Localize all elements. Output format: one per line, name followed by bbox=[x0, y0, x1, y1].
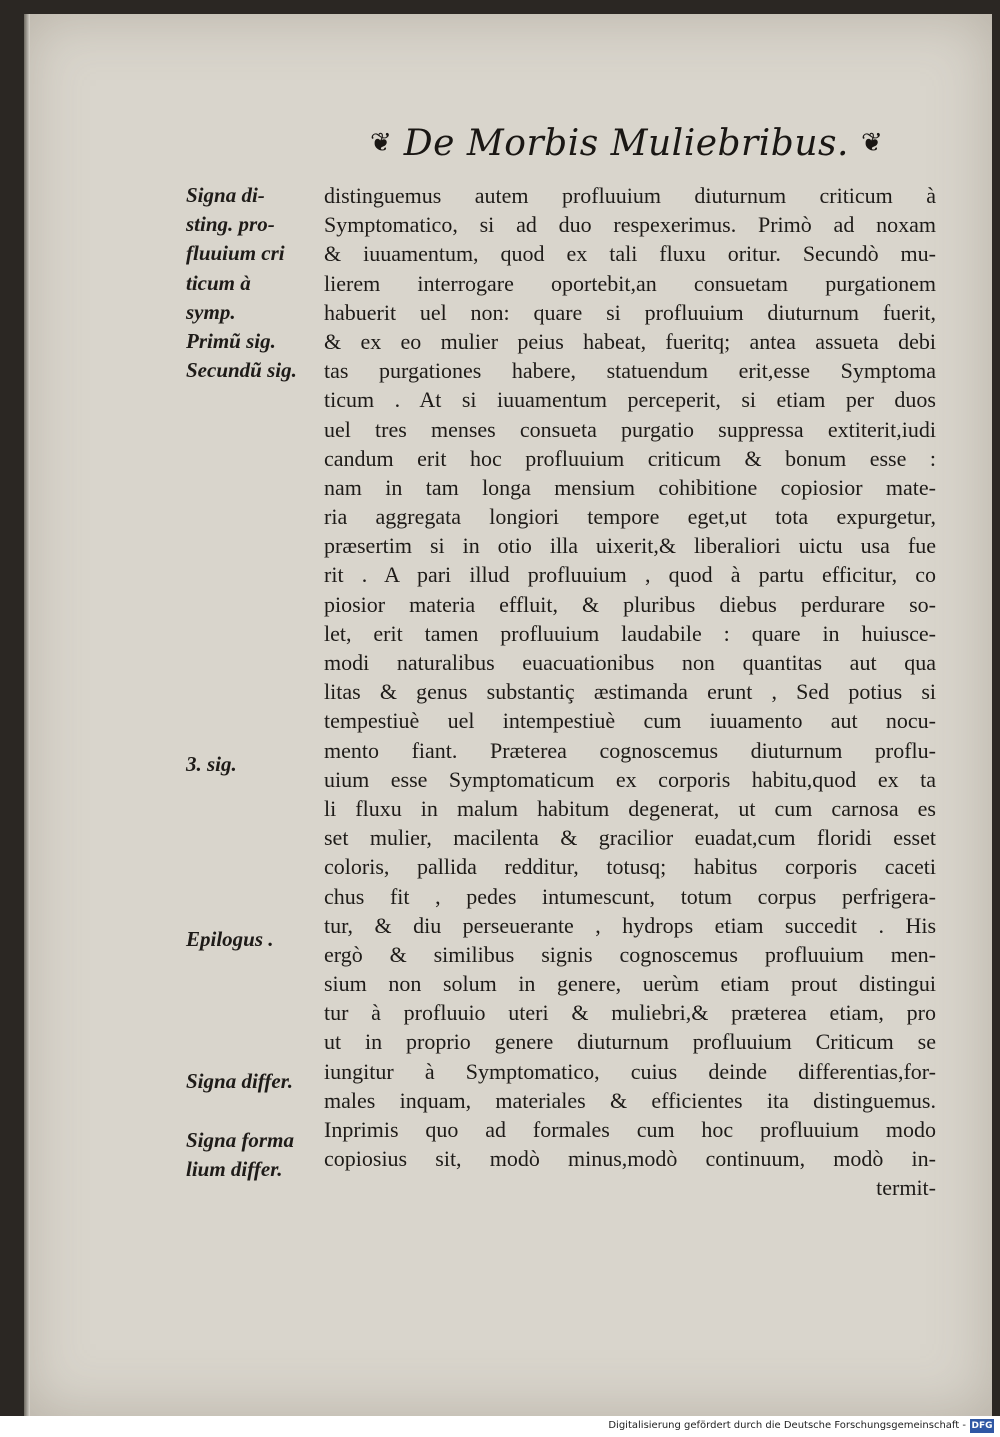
margin-note-secundum-sig: Secundũ sig. bbox=[186, 358, 297, 382]
text-line: sium non solum in genere, uerùm etiam prout distingui bbox=[324, 971, 936, 997]
margin-note-signa-differ: Signa differ. bbox=[186, 1069, 293, 1093]
margin-note-signa-disting: Signa di- sting. pro- fluuium cri ticum à symp. bbox=[186, 183, 285, 324]
text-line: litas & genus substantiç æstimanda erunt , Sed potius si bbox=[324, 679, 936, 705]
text-line: tur à profluuio uteri & muliebri,& præterea etiam, pro bbox=[324, 1000, 936, 1026]
ornament-left-icon: ❦ bbox=[370, 128, 392, 158]
text-line: habuerit uel non: quare si profluuium diuturnum fuerit, bbox=[324, 299, 936, 325]
text-line: ticum . At si iuuamentum perceperit, si etiam per duos bbox=[324, 387, 936, 413]
margin-note-tertium-sig: 3. sig. bbox=[186, 752, 237, 776]
page-gutter-shadow bbox=[24, 14, 30, 1416]
text-line: iungitur à Symptomatico, cuius deinde differentias,for- bbox=[324, 1058, 936, 1084]
text-line: modi naturalibus euacuationibus non quantitas aut qua bbox=[324, 650, 936, 675]
ornament-right-icon: ❦ bbox=[860, 128, 883, 158]
text-line: li fluxu in malum habitum degenerat, ut cum carnosa es bbox=[324, 795, 936, 821]
text-line: & ex eo mulier peius habeat, fueritq; antea assueta debi bbox=[324, 328, 936, 354]
text-line: mento fiant. Præterea cognoscemus diuturnum proflu- bbox=[324, 737, 936, 763]
text-line: lierem interrogare oportebit,an consuetam purgationem bbox=[324, 270, 936, 296]
running-header bbox=[370, 118, 890, 168]
text-line: chus fit , pedes intumescunt, totum corpus perfrigera- bbox=[324, 883, 936, 909]
text-line: tur, & diu perseuerante , hydrops etiam succedit . His bbox=[324, 912, 936, 938]
text-line: ria aggregata longiori tempore eget,ut tota expurgetur, bbox=[324, 504, 936, 530]
catchword: termit- bbox=[876, 1175, 936, 1201]
text-line: piosior materia effluit, & pluribus diebus perdurare so- bbox=[324, 591, 936, 617]
text-line: & iuuamentum, quod ex tali fluxu oritur. Secundò mu- bbox=[324, 241, 936, 267]
text-line: distinguemus autem profluuium diuturnum criticum à bbox=[324, 183, 936, 208]
text-line: tempestiuè uel intempestiuè cum iuuamento aut nocu- bbox=[324, 708, 936, 734]
text-line: Symptomatico, si ad duo respexerimus. Primò ad noxam bbox=[324, 212, 936, 238]
margin-note-primum-sig: Primũ sig. bbox=[186, 329, 276, 353]
page-title: De Morbis Muliebribus. bbox=[403, 122, 849, 164]
text-line: copiosius sit, modò minus,modò continuum, modò in- bbox=[324, 1146, 936, 1172]
main-text-block bbox=[324, 181, 936, 1203]
text-line: nam in tam longa mensium cohibitione copiosior mate- bbox=[324, 474, 936, 500]
text-line: candum erit hoc profluuium criticum & bonum esse : bbox=[324, 445, 936, 471]
margin-note-epilogus: Epilogus . bbox=[186, 927, 274, 951]
text-line: let, erit tamen profluuium laudabile : quare in huiusce- bbox=[324, 620, 936, 646]
margin-note-signa-formalium: Signa forma lium differ. bbox=[186, 1128, 294, 1182]
text-line: set mulier, macilenta & gracilior euadat,cum floridi esset bbox=[324, 825, 936, 851]
funding-credit: Digitalisierung gefördert durch die Deutsche Forschungsgemeinschaft - bbox=[608, 1420, 966, 1431]
text-line: coloris, pallida redditur, totusq; habitus corporis caceti bbox=[324, 854, 936, 880]
text-line: ut in proprio genere diuturnum profluuium Criticum se bbox=[324, 1029, 936, 1055]
text-line: tas purgationes habere, statuendum erit,esse Symptoma bbox=[324, 358, 936, 384]
text-line: males inquam, materiales & efficientes ita distinguemus. bbox=[324, 1087, 936, 1113]
text-line: uel tres menses consueta purgatio suppressa extiterit,iudi bbox=[324, 416, 936, 442]
dfg-logo: DFG bbox=[971, 1421, 993, 1431]
footer-bar bbox=[0, 1416, 1000, 1437]
text-line: ergò & similibus signis cognoscemus profluuium men- bbox=[324, 941, 936, 967]
text-line: præsertim si in otio illa uixerit,& liberaliori uictu usa fue bbox=[324, 533, 936, 559]
text-line: rit . A pari illud profluuium , quod à partu efficitur, co bbox=[324, 562, 936, 588]
text-line: uium esse Symptomaticum ex corporis habitu,quod ex ta bbox=[324, 766, 936, 792]
text-line: Inprimis quo ad formales cum hoc profluuium modo bbox=[324, 1117, 936, 1142]
